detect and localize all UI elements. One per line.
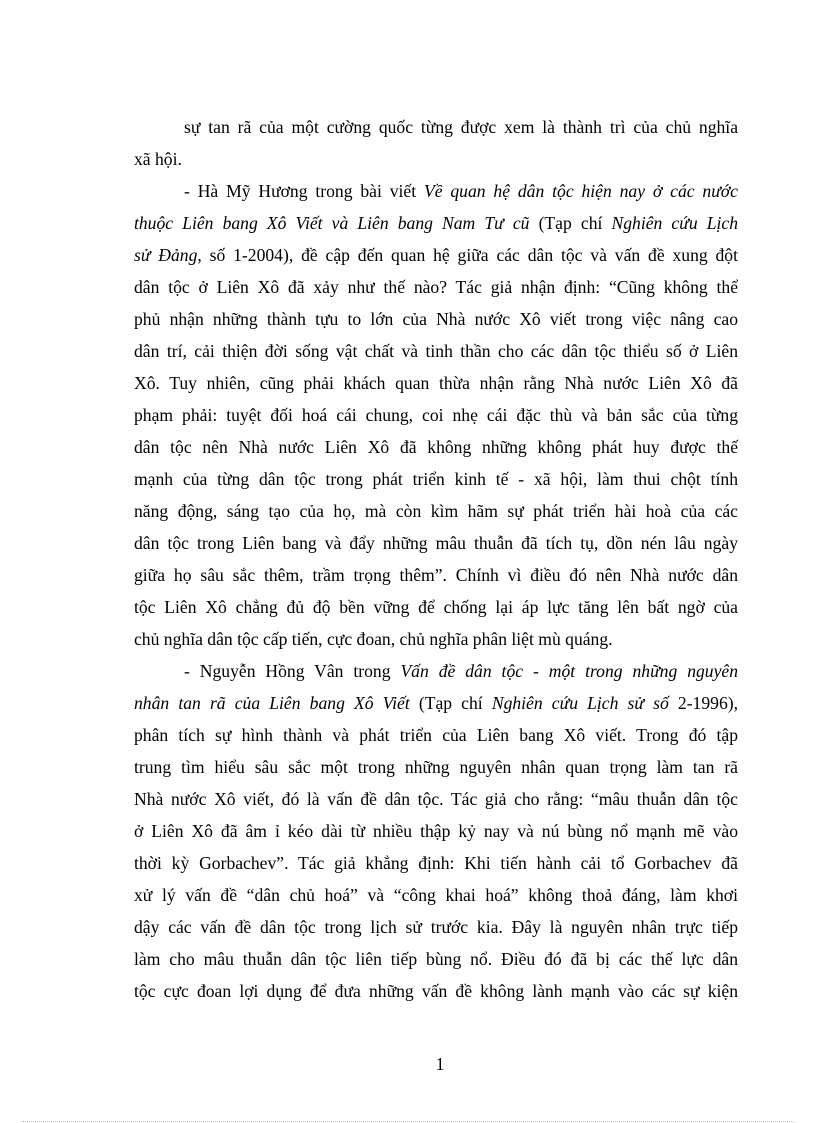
body-text-line: năng động, sáng tạo của họ, mà còn kìm hãm sự phát triển hài hoà của các [134, 501, 738, 521]
paragraph-ha-line-2 [134, 212, 738, 234]
body-text-line: tộc cực đoan lợi dụng để đưa những vấn đề không lành mạnh vào các sự kiện [134, 981, 738, 1001]
body-text: - Nguyễn Hồng Vân trong [184, 661, 401, 681]
paragraph-nguyen-line-1 [184, 660, 738, 682]
body-text-line: dân tộc nên Nhà nước Liên Xô đã không những không phát huy được thế [134, 437, 738, 457]
body-text: - Hà Mỹ Hương trong bài viết [184, 181, 424, 201]
article-title-italic: Về quan hệ dân tộc hiện nay ở các nước [423, 181, 738, 201]
body-text-line: phủ nhận những thành tựu to lớn của Nhà nước Xô viết trong việc nâng cao [134, 309, 738, 329]
paragraph-ha-line-3 [134, 244, 738, 266]
body-text-line: dân trí, cải thiện đời sống vật chất và tinh thần cho các dân tộc thiểu số ở Liên [134, 341, 738, 361]
paragraph-ha-line-1 [184, 180, 738, 202]
body-text-line: ở Liên Xô đã âm ỉ kéo dài từ nhiều thập kỷ nay và nú bùng nổ mạnh mẽ vào [134, 821, 738, 841]
body-text-line: trung tìm hiểu sâu sắc một trong những nguyên nhân quan trọng làm tan rã [134, 757, 738, 777]
body-text-line: dân tộc trong Liên bang và đẩy những mâu thuẫn đã tích tụ, dồn nén lâu ngày [134, 533, 738, 553]
article-title-italic: Vấn đề dân tộc - một trong những nguyên [400, 661, 738, 681]
journal-name-italic: Nghiên cứu Lịch [611, 213, 739, 233]
body-text: (Tạp chí [529, 213, 612, 233]
article-title-italic: thuộc Liên bang Xô Viết và Liên bang Nam Tư cũ [134, 213, 530, 233]
body-text-line: sự tan rã của một cường quốc từng được xem là thành trì của chủ nghĩa [184, 117, 738, 137]
body-text-line: phân tích sự hình thành và phát triển của Liên bang Xô viết. Trong đó tập [134, 725, 738, 745]
body-text-line: thời kỳ Gorbachev”. Tác giả khẳng định: Khi tiến hành cải tổ Gorbachev đã [134, 853, 738, 873]
body-text-line: dậy các vấn đề dân tộc trong lịch sử trước kia. Đây là nguyên nhân trực tiếp [134, 917, 738, 937]
body-text-line: dân tộc ở Liên Xô đã xảy như thế nào? Tác giả nhận định: “Cũng không thể [134, 277, 738, 297]
body-text-line: làm cho mâu thuẫn dân tộc liên tiếp bùng nổ. Điều đó đã bị các thế lực dân [134, 949, 738, 969]
body-text-line: mạnh của từng dân tộc trong phát triển kinh tế - xã hội, làm thui chột tính [134, 469, 738, 489]
body-text-line: Xô. Tuy nhiên, cũng phải khách quan thừa nhận rằng Nhà nước Liên Xô đã [134, 373, 738, 393]
body-text-line: xử lý vấn đề “dân chủ hoá” và “công khai hoá” không thoả đáng, làm khơi [134, 885, 738, 905]
body-text: 2-1996), [668, 693, 739, 713]
body-text: (Tạp chí [409, 693, 492, 713]
journal-name-italic: sử Đảng [134, 245, 198, 265]
body-text: , số 1-2004), đề cập đến quan hệ giữa các dân tộc và vấn đề xung đột [197, 245, 738, 265]
page-bottom-border [22, 1121, 794, 1122]
body-text-line: giữa họ sâu sắc thêm, trầm trọng thêm”. Chính vì điều đó nên Nhà nước dân [134, 565, 738, 585]
body-text-line: tộc Liên Xô chẳng đủ độ bền vững để chống lại áp lực tăng lên bất ngờ của [134, 597, 738, 617]
page-number: 1 [435, 1054, 445, 1074]
paragraph-nguyen-line-2 [134, 692, 738, 714]
body-text-line: Nhà nước Xô viết, đó là vấn đề dân tộc. Tác giả cho rằng: “mâu thuẫn dân tộc [134, 789, 738, 809]
body-text-line: chủ nghĩa dân tộc cấp tiến, cực đoan, chủ nghĩa phân liệt mù quáng. [134, 629, 613, 649]
body-text-line: xã hội. [134, 149, 182, 169]
body-text-line: phạm phải: tuyệt đối hoá cái chung, coi nhẹ cái đặc thù và bản sắc của từng [134, 405, 738, 425]
article-title-italic: nhân tan rã của Liên bang Xô Viết [134, 693, 410, 713]
journal-name-italic: Nghiên cứu Lịch sử số [491, 693, 669, 713]
